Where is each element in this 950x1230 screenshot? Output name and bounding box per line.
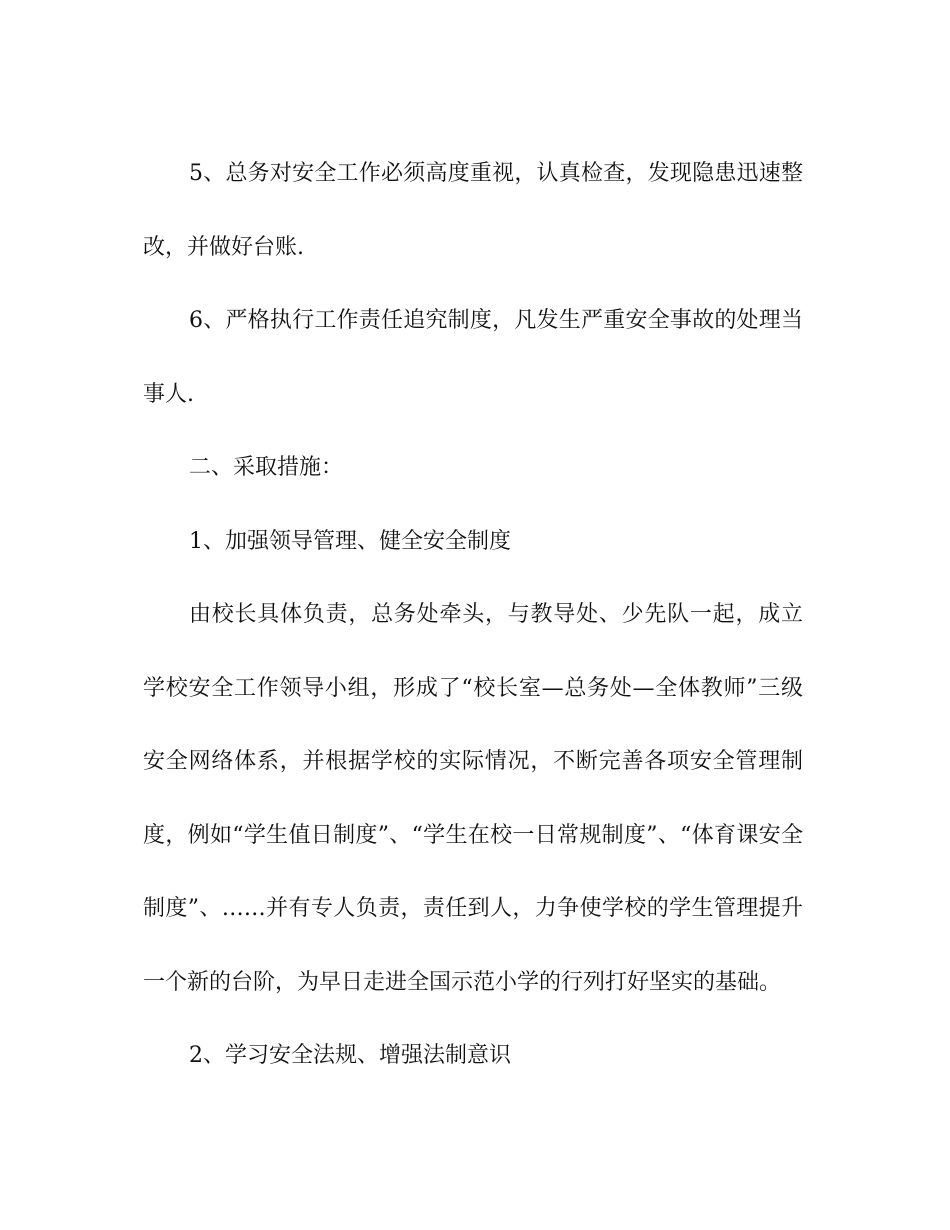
subheading-leadership-management: 1、加强领导管理、健全安全制度 — [189, 528, 511, 554]
paragraph-item-5-general-affairs: 5、总务对安全工作必须高度重视，认真检查，发现隐患迅速整改，并做好台账. — [143, 161, 803, 260]
document-body — [143, 137, 803, 1093]
paragraph-leadership-details: 由校长具体负责，总务处牵头，与教导处、少先队一起，成立学校安全工作领导小组，形成了“校长室—总务处—全体教师”三级安全网络体系，并根据学校的实际情况，不断完善各项安全管理制度，例如“学生值日制度”、“学生在校一日常规制度”、“体育课安全制度”、……并有专人负责，责任到人，力争使学校的学生管理提升一个新的台阶，为早日走进全国示范小学的行列打好坚实的基础。 — [143, 602, 803, 995]
section-heading-measures: 二、采取措施： — [189, 455, 344, 480]
subheading-safety-regulations: 2、学习安全法规、增强法制意识 — [189, 1043, 511, 1068]
paragraph-item-6-accountability: 6、严格执行工作责任追究制度，凡发生严重安全事故的处理当事人. — [143, 308, 803, 407]
